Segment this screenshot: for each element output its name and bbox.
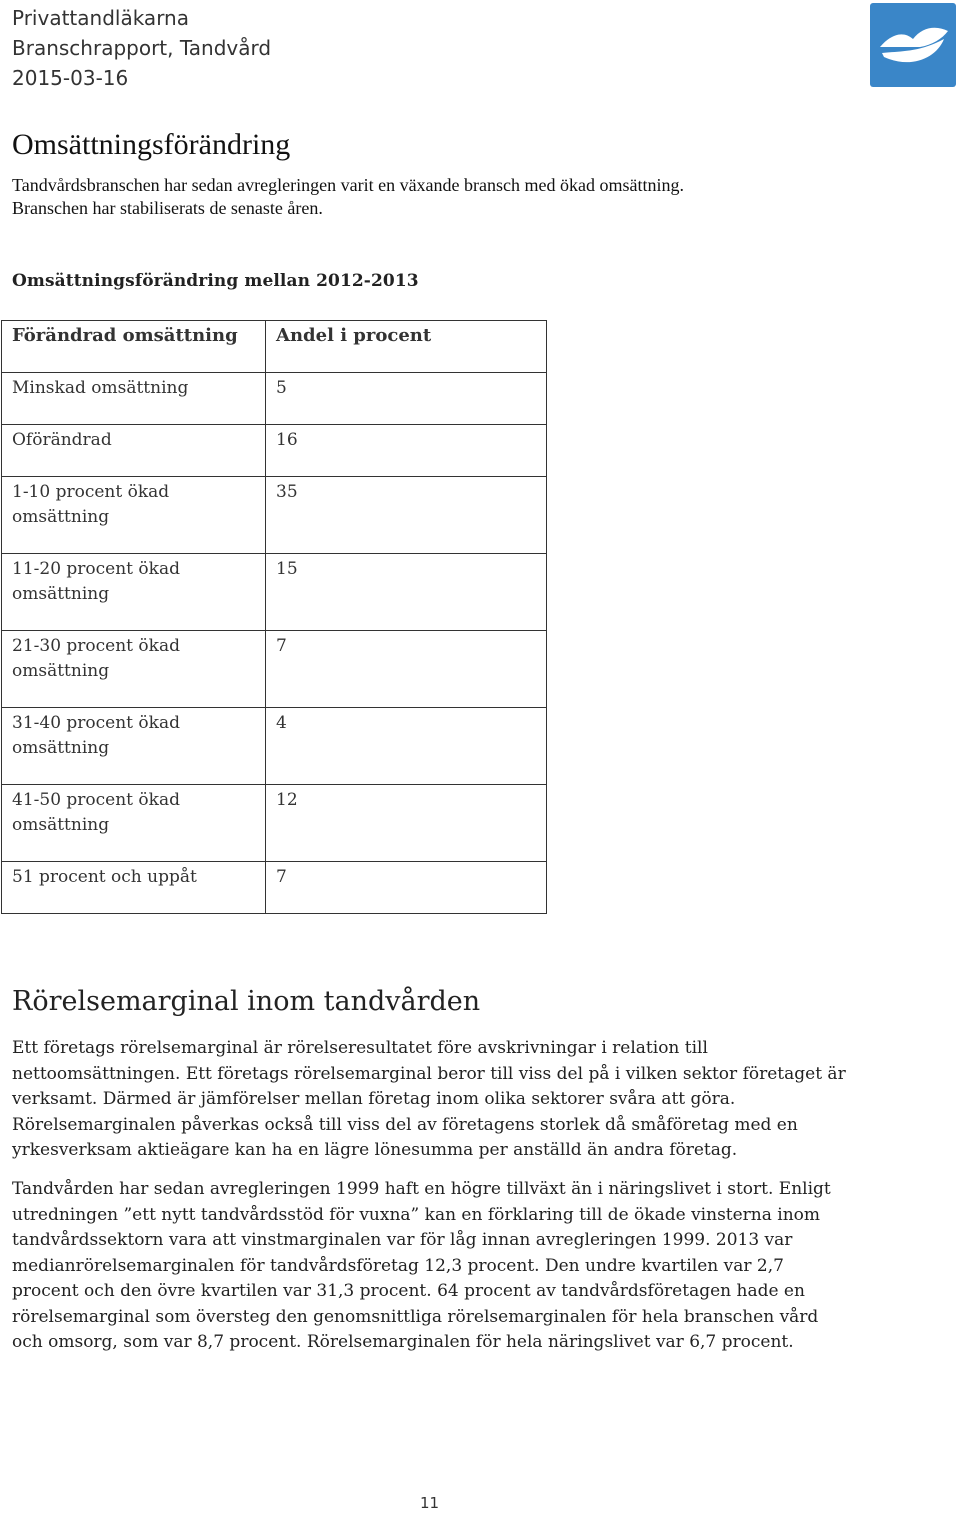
paragraph-line: Tandvården har sedan avregleringen 1999 haft en högre tillväxt än i näringslivet i stort. Enligt xyxy=(12,1179,831,1199)
row-value: 7 xyxy=(266,862,547,914)
row-label: 1-10 procent ökad omsättning xyxy=(2,477,266,554)
header-report: Branschrapport, Tandvård xyxy=(12,36,272,60)
paragraph-line: yrkesverksam aktieägare kan ha en lägre lönesumma per anställd än andra företag. xyxy=(12,1140,738,1160)
paragraph-line: och omsorg, som var 8,7 procent. Rörelsemarginalen för hela näringslivet var 6,7 procent. xyxy=(12,1332,794,1352)
intro-line: Tandvårdsbranschen har sedan avregleringen varit en växande bransch med ökad omsättning. xyxy=(12,175,684,195)
column-header-share: Andel i procent xyxy=(266,321,547,373)
row-value: 12 xyxy=(266,785,547,862)
intro-line: Branschen har stabiliserats de senaste åren. xyxy=(12,198,323,218)
table-row xyxy=(2,425,547,477)
paragraph-line: Ett företags rörelsemarginal är rörelseresultatet före avskrivningar i relation till xyxy=(12,1038,708,1058)
row-value: 4 xyxy=(266,708,547,785)
row-label: 51 procent och uppåt xyxy=(2,862,266,914)
row-value: 35 xyxy=(266,477,547,554)
row-value: 7 xyxy=(266,631,547,708)
table-row xyxy=(2,477,547,554)
row-label: 41-50 procent ökad omsättning xyxy=(2,785,266,862)
intro-paragraph xyxy=(12,174,892,220)
page-number: 11 xyxy=(420,1494,440,1512)
paragraph-line: rörelsemarginal som översteg den genomsnittliga rörelsemarginalen för hela branschen vård xyxy=(12,1306,819,1327)
row-label: 21-30 procent ökad omsättning xyxy=(2,631,266,708)
table-row xyxy=(2,554,547,631)
section-title-rorelsemarginal: Rörelsemarginal inom tandvården xyxy=(12,986,481,1017)
table-row xyxy=(2,373,547,425)
row-label: 11-20 procent ökad omsättning xyxy=(2,554,266,631)
paragraph-2 xyxy=(12,1177,892,1356)
lips-logo-icon xyxy=(870,3,956,87)
paragraph-1 xyxy=(12,1036,892,1164)
table-row xyxy=(2,631,547,708)
table-row xyxy=(2,785,547,862)
column-header-change: Förändrad omsättning xyxy=(2,321,266,373)
table-caption: Omsättningsförändring mellan 2012-2013 xyxy=(12,271,419,291)
row-label: 31-40 procent ökad omsättning xyxy=(2,708,266,785)
paragraph-line: verksamt. Därmed är jämförelser mellan företag inom olika sektorer svåra att göra. xyxy=(12,1089,736,1109)
paragraph-line: Rörelsemarginalen påverkas också till viss del av företagens storlek då småföretag med en xyxy=(12,1114,798,1135)
turnover-change-table xyxy=(1,320,547,914)
paragraph-line: tandvårdssektorn vara att vinstmarginalen var för låg innan avregleringen 1999. 2013 var xyxy=(12,1230,793,1250)
row-label: Minskad omsättning xyxy=(2,373,266,425)
row-value: 16 xyxy=(266,425,547,477)
paragraph-line: utredningen ”ett nytt tandvårdsstöd för vuxna” kan en förklaring till de ökade vinsterna inom xyxy=(12,1204,821,1225)
paragraph-line: nettoomsättningen. Ett företags rörelsemarginal beror till viss del på i vilken sektor företaget är xyxy=(12,1063,846,1084)
header-org: Privattandläkarna xyxy=(12,6,189,30)
table-row xyxy=(2,862,547,914)
row-value: 5 xyxy=(266,373,547,425)
paragraph-line: medianrörelsemarginalen för tandvårdsföretag 12,3 procent. Den undre kvartilen var 2,7 xyxy=(12,1255,784,1276)
table-header-row xyxy=(2,321,547,373)
row-value: 15 xyxy=(266,554,547,631)
section-title-omsattningsforandring: Omsättningsförändring xyxy=(12,128,291,161)
table-row xyxy=(2,708,547,785)
header-date: 2015-03-16 xyxy=(12,66,129,90)
paragraph-line: procent och den övre kvartilen var 31,3 procent. 64 procent av tandvårdsföretagen hade en xyxy=(12,1281,805,1301)
row-label: Oförändrad xyxy=(2,425,266,477)
